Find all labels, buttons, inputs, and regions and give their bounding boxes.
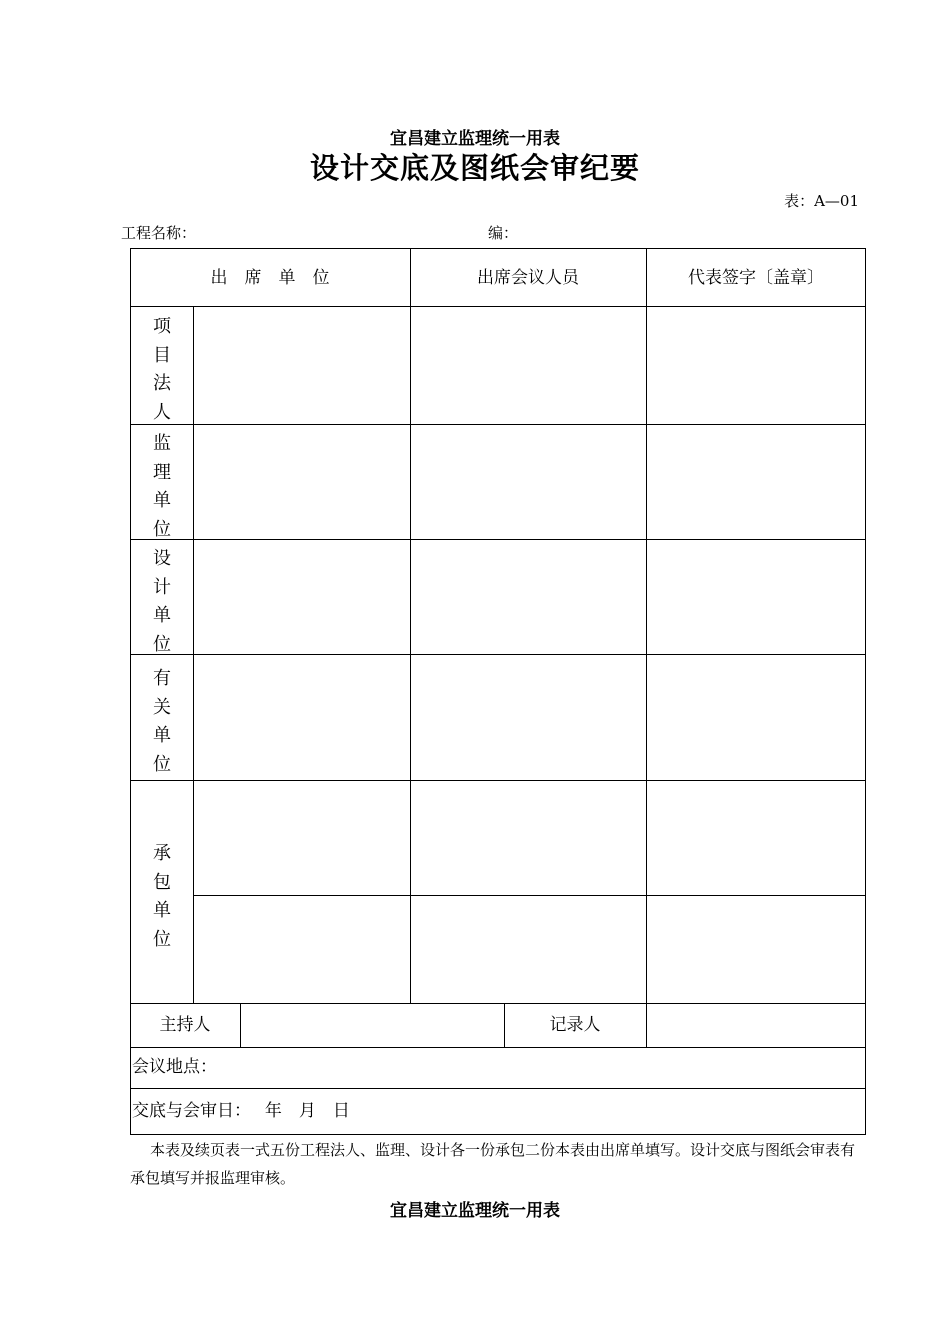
row-label-text: 设计单位: [153, 548, 171, 655]
location-label: 会议地点：: [132, 1057, 217, 1077]
divider: [130, 654, 866, 655]
row-label-text: 承包单位: [153, 843, 171, 950]
divider: [130, 1047, 866, 1048]
divider: [646, 248, 647, 1048]
recorder-label: 记录人: [549, 1015, 601, 1035]
project-name-label: 工程名称：: [121, 224, 197, 242]
divider: [130, 539, 866, 540]
footer-note: 本表及续页表一式五份工程法人、监理、设计各一份承包二份本表由出席单填写。设计交底与图纸会审表有承包填写并报监理审核。: [130, 1141, 856, 1187]
column-header-unit: 出 席 单 位: [210, 268, 330, 288]
code-label: 编：: [488, 224, 519, 242]
divider: [130, 306, 866, 307]
row-label-text: 项目法人: [153, 316, 171, 423]
page-title: 设计交底及图纸会审纪要: [309, 151, 640, 185]
row-label-project-owner: [131, 313, 193, 427]
org-name-bottom: 宜昌建立监理统一用表: [390, 1201, 560, 1221]
row-label-text: 有关单位: [153, 668, 171, 775]
row-label-contractor: [131, 840, 193, 954]
row-label-text: 监理单位: [153, 433, 171, 540]
divider: [130, 424, 866, 425]
column-header-signature: 代表签字〔盖章〕: [688, 268, 824, 288]
row-label-supervisor: [131, 430, 193, 544]
divider: [410, 248, 411, 1003]
divider: [240, 1003, 241, 1047]
column-header-attendees: 出席会议人员: [477, 268, 579, 288]
org-name-top: 宜昌建立监理统一用表: [390, 129, 560, 149]
date-label: 交底与会审日： 年 月 日: [132, 1101, 350, 1121]
row-label-designer: [131, 545, 193, 659]
divider: [130, 780, 866, 781]
form-code: 表：A—01: [784, 192, 859, 210]
table-border: [130, 248, 866, 1135]
row-label-related: [131, 665, 193, 779]
divider: [193, 306, 194, 1003]
host-label: 主持人: [159, 1015, 211, 1035]
divider: [193, 895, 866, 896]
